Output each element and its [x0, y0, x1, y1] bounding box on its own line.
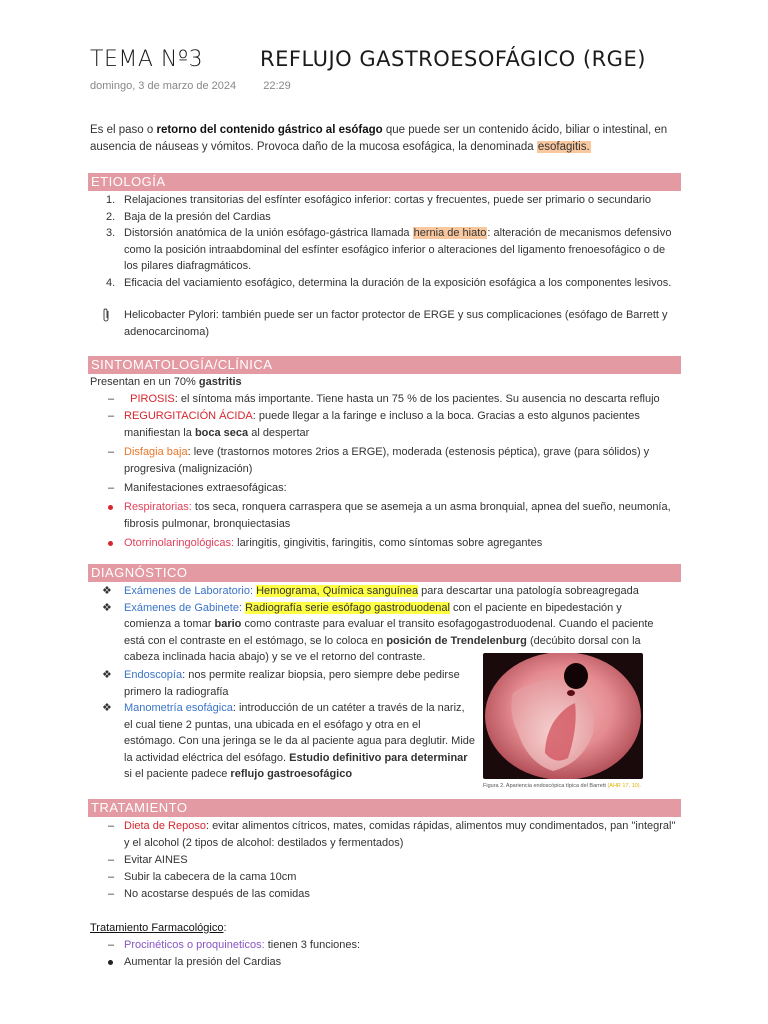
bullet-dot — [108, 505, 113, 510]
dash-marker: – — [108, 854, 115, 866]
sintomatologia-block — [90, 374, 680, 552]
item-text: Eficacia del vaciamiento esofágico, determina la duración de la exposición esofágica a los componentes lesivos. — [124, 276, 672, 289]
item-number: 4. — [106, 276, 116, 289]
note-text: Helicobacter Pylori: también puede ser un factor protector de ERGE y sus complicaciones (esófago de Barrett y adenocarcinoma) — [124, 309, 668, 338]
section-heading-etiologia: ETIOLOGÍA — [88, 173, 681, 191]
list-item — [90, 852, 680, 869]
list-item — [90, 275, 680, 292]
gabinete-label: Exámenes de Gabinete: — [124, 601, 243, 614]
section-heading-diagnostico: DIAGNÓSTICO — [88, 564, 681, 582]
estudio-definitivo-bold: Estudio definitivo para determinar — [289, 751, 468, 764]
manometria-text: : introducción de un catéter a través de la nariz, el cual tiene 2 puntas, una ubicada en el esófago y otra en el estómago. Con una jeringa se le da al paciente agua para deglutir. Mide la actividad eléctrica del esófago. — [124, 702, 476, 764]
pirosis-text: : el síntoma más importante. Tiene hasta un 75 % de los pacientes. Su ausencia no descarta reflujo — [174, 393, 660, 405]
otorrino-text: laringitis, gingivitis, faringitis, como síntomas sobre agregantes — [234, 537, 543, 549]
intro-text: Presentan en un 70% — [90, 376, 199, 388]
item-number: 2. — [106, 210, 116, 223]
endoscopia-label: Endoscopía — [124, 669, 183, 681]
caption-ref: (AHR 17, 10). — [607, 783, 642, 789]
regurgitacion-end: al despertar — [248, 427, 310, 439]
pirosis-item — [90, 391, 680, 408]
endoscopy-image — [483, 653, 643, 779]
disfagia-item — [90, 444, 680, 478]
diamond-bullet-icon: ❖ — [102, 585, 112, 597]
tratamiento-block — [90, 818, 680, 971]
item-text: Distorsión anatómica de la unión esófago-gástrica llamada — [124, 227, 413, 239]
bullet-dot — [108, 541, 113, 546]
dash-marker: – — [108, 888, 115, 900]
manifestaciones-text: Manifestaciones extraesofágicas: — [124, 482, 287, 494]
intro-text-1: Es el paso o — [90, 124, 157, 136]
helicobacter-note — [90, 307, 680, 340]
dieta-item — [90, 818, 680, 852]
item-text: Subir la cabecera de la cama 10cm — [124, 871, 297, 883]
section-heading-tratamiento: TRATAMIENTO — [88, 799, 681, 817]
list-item — [90, 209, 680, 226]
dash-marker: – — [108, 393, 115, 405]
item-text: No acostarse después de las comidas — [124, 888, 310, 900]
list-item — [90, 225, 680, 275]
respiratorias-item — [90, 499, 680, 533]
date-text: domingo, 3 de marzo de 2024 — [90, 80, 237, 92]
bario-bold: bario — [214, 618, 242, 630]
disfagia-text: : leve (trastornos motores 2rios a ERGE), moderada (estenosis péptica), grave (para sólidos) y progresiva (malignización) — [124, 446, 650, 475]
diamond-bullet-icon: ❖ — [102, 669, 112, 681]
page-title: REFLUJO GASTROESOFÁGICO (RGE) — [260, 47, 646, 71]
gabinete-highlight: Radiografía serie esófago gastroduodenal — [245, 601, 450, 614]
reflujo-bold: reflujo gastroesofágico — [230, 768, 353, 780]
endoscopia-text: : nos permite realizar biopsia, pero siempre debe pedirse primero la radiografía — [124, 669, 460, 698]
dash-marker: – — [108, 410, 115, 422]
gabinete-text-2: como contraste para evaluar el transito esofagogastroduodenal. Cuando el paciente está con el contraste en el estómago, se lo coloca en — [124, 618, 654, 647]
list-item — [90, 886, 680, 903]
dieta-text: : evitar alimentos cítricos, mates, comidas rápidas, alimentos muy condimentados, pan "integral" y el alcohol (2 tipos de alcohol: destilados y fermentados) — [124, 820, 676, 849]
otorrino-label: Otorrinolaringológicas: — [124, 537, 235, 549]
trendelenburg-bold: posición de Trendelenburg — [386, 634, 527, 647]
etiologia-list — [90, 192, 680, 291]
laboratorio-label: Exámenes de Laboratorio: — [124, 585, 254, 597]
date-row — [90, 80, 291, 92]
endoscopia-item — [90, 667, 475, 700]
note-item — [90, 307, 680, 340]
manifestaciones-item — [90, 480, 680, 497]
manometria-item — [90, 700, 475, 783]
dash-marker: – — [108, 871, 115, 883]
dash-marker: – — [108, 446, 115, 458]
topic-number-title: TEMA Nº3 — [90, 47, 204, 72]
manometria-label: Manometría esofágica — [124, 702, 233, 714]
title-row — [90, 47, 730, 77]
hernia-highlight: hernia de hiato — [413, 227, 487, 239]
item-number: 1. — [106, 194, 116, 206]
regurgitacion-label: REGURGITACIÓN ÁCIDA — [124, 410, 253, 422]
esofagitis-highlight: esofagitis. — [537, 141, 590, 153]
caption-text: Figura 2. Apariencia endoscópica típica del Barrett — [483, 783, 608, 789]
gastritis-bold: gastritis — [198, 376, 242, 388]
procineticos-text: tienen 3 funciones: — [264, 939, 361, 951]
intro-paragraph — [90, 122, 680, 156]
regurgitacion-text: : puede llegar a la faringe e incluso a la boca. Gracias a esto algunos pacientes manifiestan la — [124, 410, 640, 439]
gabinete-text-1: con el paciente en bipedestación y comienza a tomar — [124, 601, 622, 630]
item-text: Baja de la presión del Cardias — [124, 210, 271, 223]
laboratorio-text: para descartar una patología sobreagregada — [418, 585, 639, 597]
boca-seca-bold: boca seca — [194, 427, 249, 439]
bullet-text: Aumentar la presión del Cardias — [124, 956, 282, 968]
otorrino-item — [90, 535, 680, 552]
regurgitacion-item — [90, 408, 680, 442]
manometria-text-2: si el paciente padece — [124, 768, 231, 780]
farmacologico-title: Tratamiento Farmacológico — [90, 922, 224, 934]
item-text: Relajaciones transitorias del esfínter esofágico inferior: cortas y frecuentes, puede ser primario o secundario — [124, 194, 652, 206]
dash-marker: – — [108, 482, 115, 494]
gabinete-text-3: (decúbito dorsal con la cabeza inclinada hacia abajo) y se ve el retorno del contraste. — [124, 634, 641, 663]
diamond-bullet-icon: ❖ — [102, 601, 112, 614]
procineticos-item — [90, 937, 680, 954]
intro-text-2: que puede ser un contenido ácido, biliar o intestinal, en ausencia de náuseas y vómitos. Provoca daño de la mucosa esofágica, la denominada — [90, 124, 668, 153]
bullet-item — [90, 954, 680, 971]
respiratorias-text: tos seca, ronquera carraspera que se asemeja a un asma bronquial, apnea del sueño, neumonía, fibrosis pulmonar, bronquiectasias — [124, 501, 671, 530]
paperclip-icon — [102, 308, 111, 328]
list-item — [90, 869, 680, 886]
procineticos-label: Procinéticos o proquineticos: — [124, 939, 265, 951]
diagnostico-block-bottom — [90, 667, 475, 783]
farmacologico-colon: : — [223, 922, 227, 934]
disfagia-label: Disfagia baja — [124, 446, 188, 458]
dieta-label: Dieta de Reposo — [124, 820, 206, 832]
item-text: Evitar AINES — [124, 854, 188, 866]
section-heading-sintomatologia: SINTOMATOLOGÍA/CLÍNICA — [88, 356, 681, 374]
laboratorio-highlight: Hemograma, Química sanguínea — [256, 585, 419, 597]
bullet-dot — [108, 960, 113, 965]
respiratorias-label: Respiratorias: — [124, 501, 192, 513]
sintomatologia-intro — [90, 374, 680, 391]
dash-marker: – — [108, 939, 115, 951]
intro-bold: retorno del contenido gástrico al esófago — [156, 124, 383, 136]
item-text: : alteración de mecanismos defensivo como la posición intraabdominal del esfínter esofágico inferior o alteraciones del ligamento frenoesofágico o de los pilares diafragmáticos. — [124, 227, 672, 272]
spacer — [90, 903, 680, 920]
figure-caption — [483, 783, 641, 789]
item-number: 3. — [106, 227, 116, 239]
farmacologico-heading — [90, 920, 680, 937]
dash-marker: – — [108, 820, 115, 832]
diamond-bullet-icon: ❖ — [102, 702, 112, 714]
time-text: 22:29 — [263, 80, 291, 92]
pirosis-label: PIROSIS — [130, 393, 175, 405]
laboratorio-item — [90, 583, 680, 600]
list-item — [90, 192, 680, 209]
